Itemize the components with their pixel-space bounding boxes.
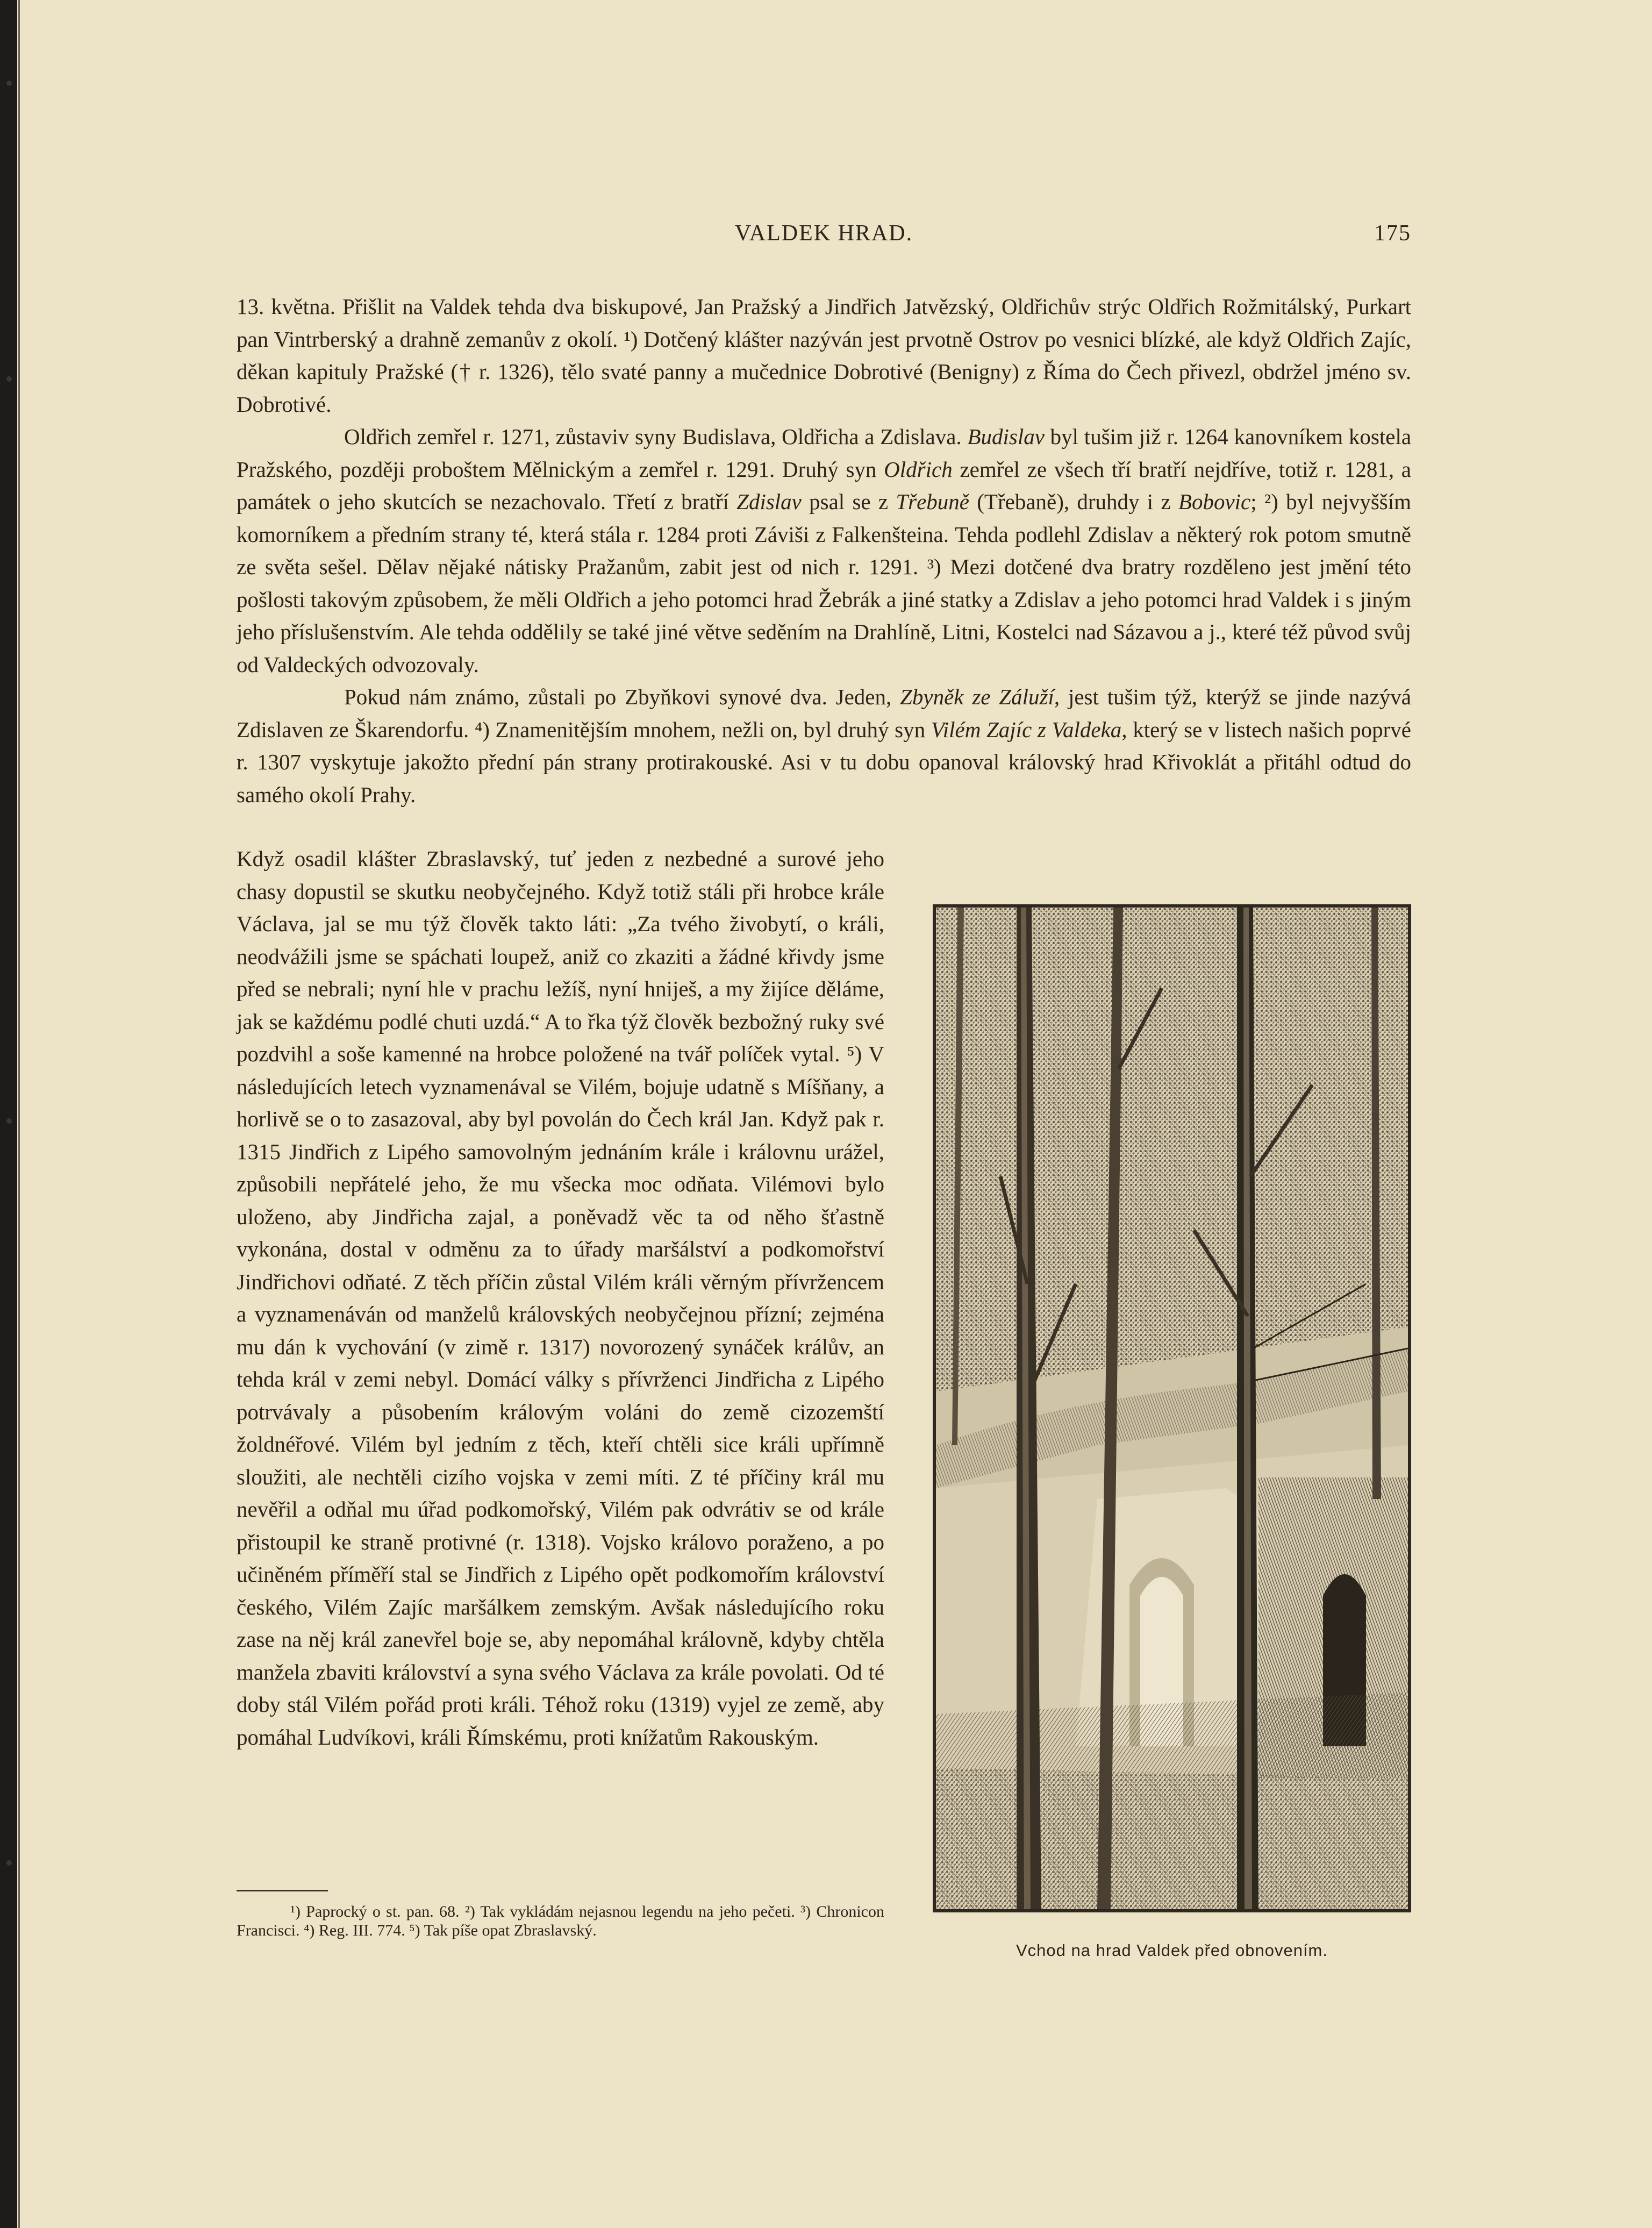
- text-run: , který se v listech našich poprvé r. 1307 vyskytuje jakožto přední pán strany protirakouské. Asi v tu dobu opanoval královský hrad Křivoklát a přitáhl odtud do samého okolí Prahy.: [237, 717, 1411, 807]
- paragraph: 13. května. Přišlit na Valdek tehda dva biskupové, Jan Pražský a Jindřich Jatvězský, Oldřichův strýc Oldřich Rožmitálský, Purkart pan Vintrberský a drahně zemanův z okolí. ¹) Dotčený klášter nazýván jest prvotně Ostrov po vesnici blízké, ale když Oldřich Zajíc, děkan kapituly Pražské († r. 1326), tělo svaté panny a mučednice Dobrotivé (Benigny) z Říma do Čech přivezl, obdržel jméno sv. Dobrotivé.: [237, 294, 1411, 417]
- italic-name: Zbyněk ze Záluží: [900, 684, 1054, 709]
- running-title: VALDEK HRAD.: [734, 221, 913, 246]
- scan-marker: [6, 81, 12, 86]
- body-text-full-width: [237, 290, 1411, 811]
- italic-place: Třebuně: [896, 489, 969, 514]
- italic-name: Vilém Zajíc z Valdeka: [931, 717, 1122, 742]
- italic-name: Zdislav: [736, 489, 802, 514]
- italic-place: Bobovic: [1178, 489, 1251, 514]
- running-header: [237, 220, 1411, 258]
- text-run: (Třebaně), druhdy i z: [977, 489, 1171, 514]
- engraving-illustration: [933, 904, 1411, 1912]
- footnotes: ¹) Paprocký o st. pan. 68. ²) Tak vykládám nejasnou legendu na jeho pečeti. ³) Chronicon Francisci. ⁴) Reg. III. 774. ⁵) Tak píše opat Zbraslavský.: [237, 1903, 884, 1939]
- text-run: Pokud nám známo, zůstali po Zbyňkovi synové dva. Jeden,: [344, 684, 892, 709]
- paragraph-continued: Když osadil klášter Zbraslavský, tuť jeden z nezbedné a surové jeho chasy dopustil se skutku neobyčejného. Když totiž stáli při hrobce krále Václava, jal se mu týž člověk takto láti: „Za tvého živobytí, o králi, neodvážili jsme se spáchati loupež, aniž co zkaziti a žádné křivdy jsme před se nebrali; nyní hle v prachu ležíš, nyní hniješ, a my žijíce děláme, jak se každému podlé chuti uzdá.“ A to řka týž člověk bezbožný ruky své pozdvihl a soše kamenné na hrobce položené na tvář políček vytal. ⁵) V následujících letech vyznamenával se Vilém, bojuje udatně s Míšňany, a horlivě se o to zasazoval, aby byl povolán do Čech král Jan. Když pak r. 1315 Jindřich z Lipého samovolným jednáním krále i královnu urážel, způsobili nepřátelé jeho, že mu všecka moc odňata. Vilémovi bylo uloženo, aby Jindřicha zajal, a poněvadž věc ta od něho šťastně vykonána, dostal v odměnu za to úřady maršálství a podkomořství Jindřichovi odňaté. Z těch příčin zůstal Vilém králi věrným přívržencem a vyznamenáván od manželů královských neobyčejnou přízní; zejména mu dán k vychování (v zimě r. 1317) novorozený synáček králův, an tehda král v zemi nebyl. Domácí války s přívrženci Jindřicha z Lipého potrvávaly a působením královým voláni do země cizozemští žoldnéřové. Vilém byl jedním z těch, kteří chtěli sice králi upřímně sloužiti, ale nechtěli cizího vojska v zemi míti. Z té příčiny král mu nevěřil a odňal mu úřad podkomořský, Vilém pak odvrátiv se od krále přistoupil ke straně protivné (r. 1318). Vojsko královo poraženo, a po učiněném příměří stal se Jindřich z Lipého opět podkomořím království českého, Vilém Zajíc maršálkem zemským. Avšak následujícího roku zase na něj král zanevřel boje se, aby nepomáhal královně, kdyby chtěla manžela zbaviti království a syna svého Václava za krále povolati. Od té doby stál Vilém pořád proti králi. Téhož roku (1319) vyjel ze země, aby pomáhal Ludvíkovi, králi Římskému, proti knížatům Rakouským.: [237, 846, 884, 1749]
- castle-gate-engraving: [936, 908, 1408, 1909]
- text-run: ; ²) byl nejvyšším komorníkem a předním strany té, která stála r. 1284 proti Záviši z Falkenšteina. Tehda podlehl Zdislav a některý rok potom smutně ze světa sešel. Dělav nějaké nátisky Pražanům, zabit jest od nich r. 1291. ³) Mezi dotčené dva bratry rozděleno jest jmění této pošlosti takovým způsobem, že měli Oldřich a jeho potomci hrad Žebrák a jiné statky a Zdislav a jeho potomci hrad Valdek i s jiným jeho příslušenstvím. Ale tehda oddělily se také jiné větve seděním na Drahlíně, Litni, Kostelci nad Sázavou a j., které též původ svůj od Valdeckých odvozovaly.: [237, 489, 1412, 677]
- text-run: Oldřich zemřel r. 1271, zůstaviv syny Budislava, Oldřicha a Zdislava.: [344, 424, 962, 449]
- text-run: , jest tušim týž, kterýž se jinde nazývá Zdislaven ze Škarendorfu. ⁴) Znamenitějším mnohem, nežli on, byl druhý syn: [237, 684, 1412, 742]
- paragraph: [237, 420, 1411, 681]
- figure-caption: Vchod na hrad Valdek před obnovením.: [1015, 1941, 1328, 1960]
- italic-name: Budislav: [967, 424, 1045, 449]
- text-run: psal se z: [809, 489, 889, 514]
- text-run: byl tušim již r. 1264 kanovníkem kostela Pražského, později proboštem Mělnickým a zemřel r. 1291. Druhý syn: [237, 424, 1412, 482]
- paragraph: [237, 681, 1411, 811]
- scan-marker: [6, 1118, 12, 1124]
- italic-name: Oldřich: [884, 456, 953, 482]
- scan-marker: [6, 376, 12, 382]
- body-text-column: [237, 842, 884, 1753]
- scan-marker: [6, 1860, 12, 1866]
- page-number: 175: [1374, 221, 1411, 246]
- footnote-rule: [237, 1890, 328, 1891]
- binding-edge: [18, 0, 20, 2228]
- text-run: zemřel ze všech tří bratří nejdříve, totiž r. 1281, a památek o jeho skutcích se nezachovalo. Třetí z bratří: [237, 456, 1412, 514]
